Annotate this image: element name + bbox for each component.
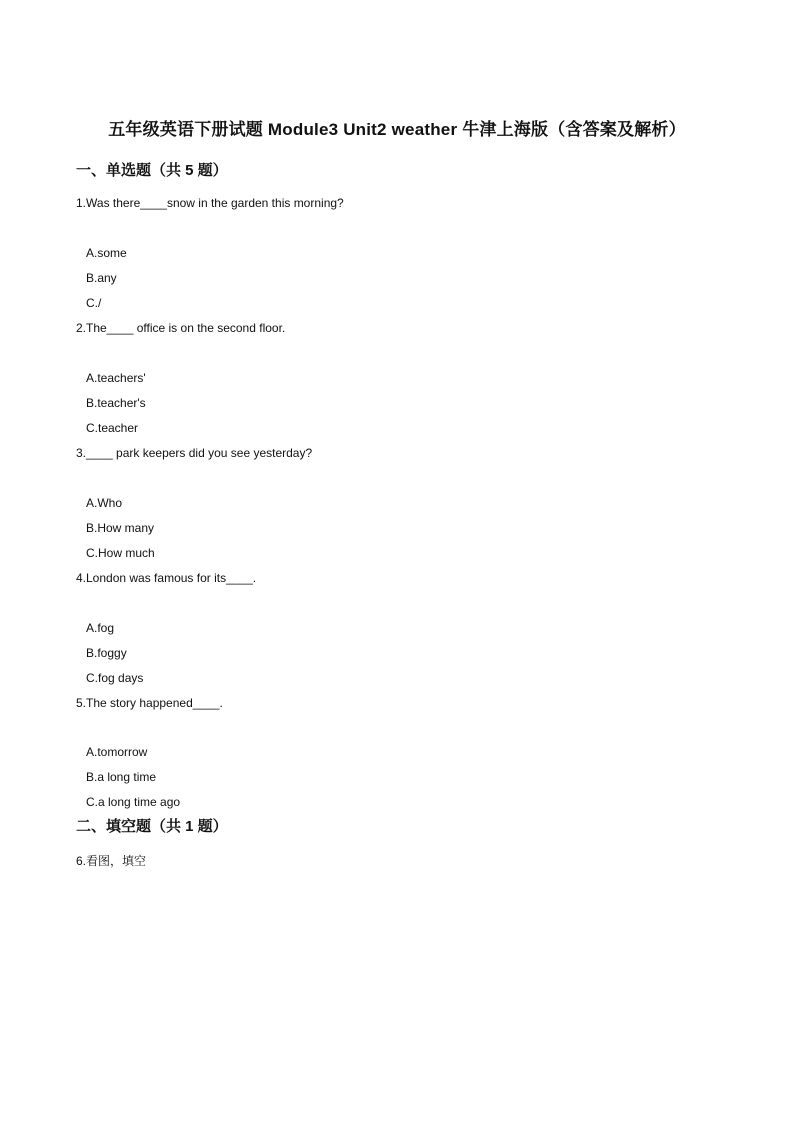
question-6-stem: 6.看图，填空 xyxy=(76,854,147,868)
question-3-stem: 3.____ park keepers did you see yesterday? xyxy=(76,446,313,460)
question-4-option-a: A.fog xyxy=(86,621,115,635)
section-heading-fill-blank: 二、填空题（共 1 题） xyxy=(76,818,228,835)
question-2-stem: 2.The____ office is on the second floor. xyxy=(76,321,286,335)
question-1-option-b: B.any xyxy=(86,271,117,285)
question-4-option-b: B.foggy xyxy=(86,646,127,660)
document-title: 五年级英语下册试题 Module3 Unit2 weather 牛津上海版（含答案及解析） xyxy=(108,120,686,139)
question-4-stem: 4.London was famous for its____. xyxy=(76,571,257,585)
question-1-stem: 1.Was there____snow in the garden this morning? xyxy=(76,196,344,210)
question-5-option-b: B.a long time xyxy=(86,770,157,784)
question-2-option-b: B.teacher's xyxy=(86,396,146,410)
question-1-option-c: C./ xyxy=(86,296,102,310)
question-5-option-c: C.a long time ago xyxy=(86,795,181,809)
section-heading-single-choice: 一、单选题（共 5 题） xyxy=(76,162,228,179)
question-2-option-c: C.teacher xyxy=(86,421,139,435)
question-1-option-a: A.some xyxy=(86,246,127,260)
question-5-option-a: A.tomorrow xyxy=(86,745,148,759)
question-3-option-a: A.Who xyxy=(86,496,123,510)
question-4-option-c: C.fog days xyxy=(86,671,144,685)
question-2-option-a: A.teachers' xyxy=(86,371,146,385)
question-3-option-c: C.How much xyxy=(86,546,155,560)
question-5-stem: 5.The story happened____. xyxy=(76,696,223,710)
question-3-option-b: B.How many xyxy=(86,521,155,535)
